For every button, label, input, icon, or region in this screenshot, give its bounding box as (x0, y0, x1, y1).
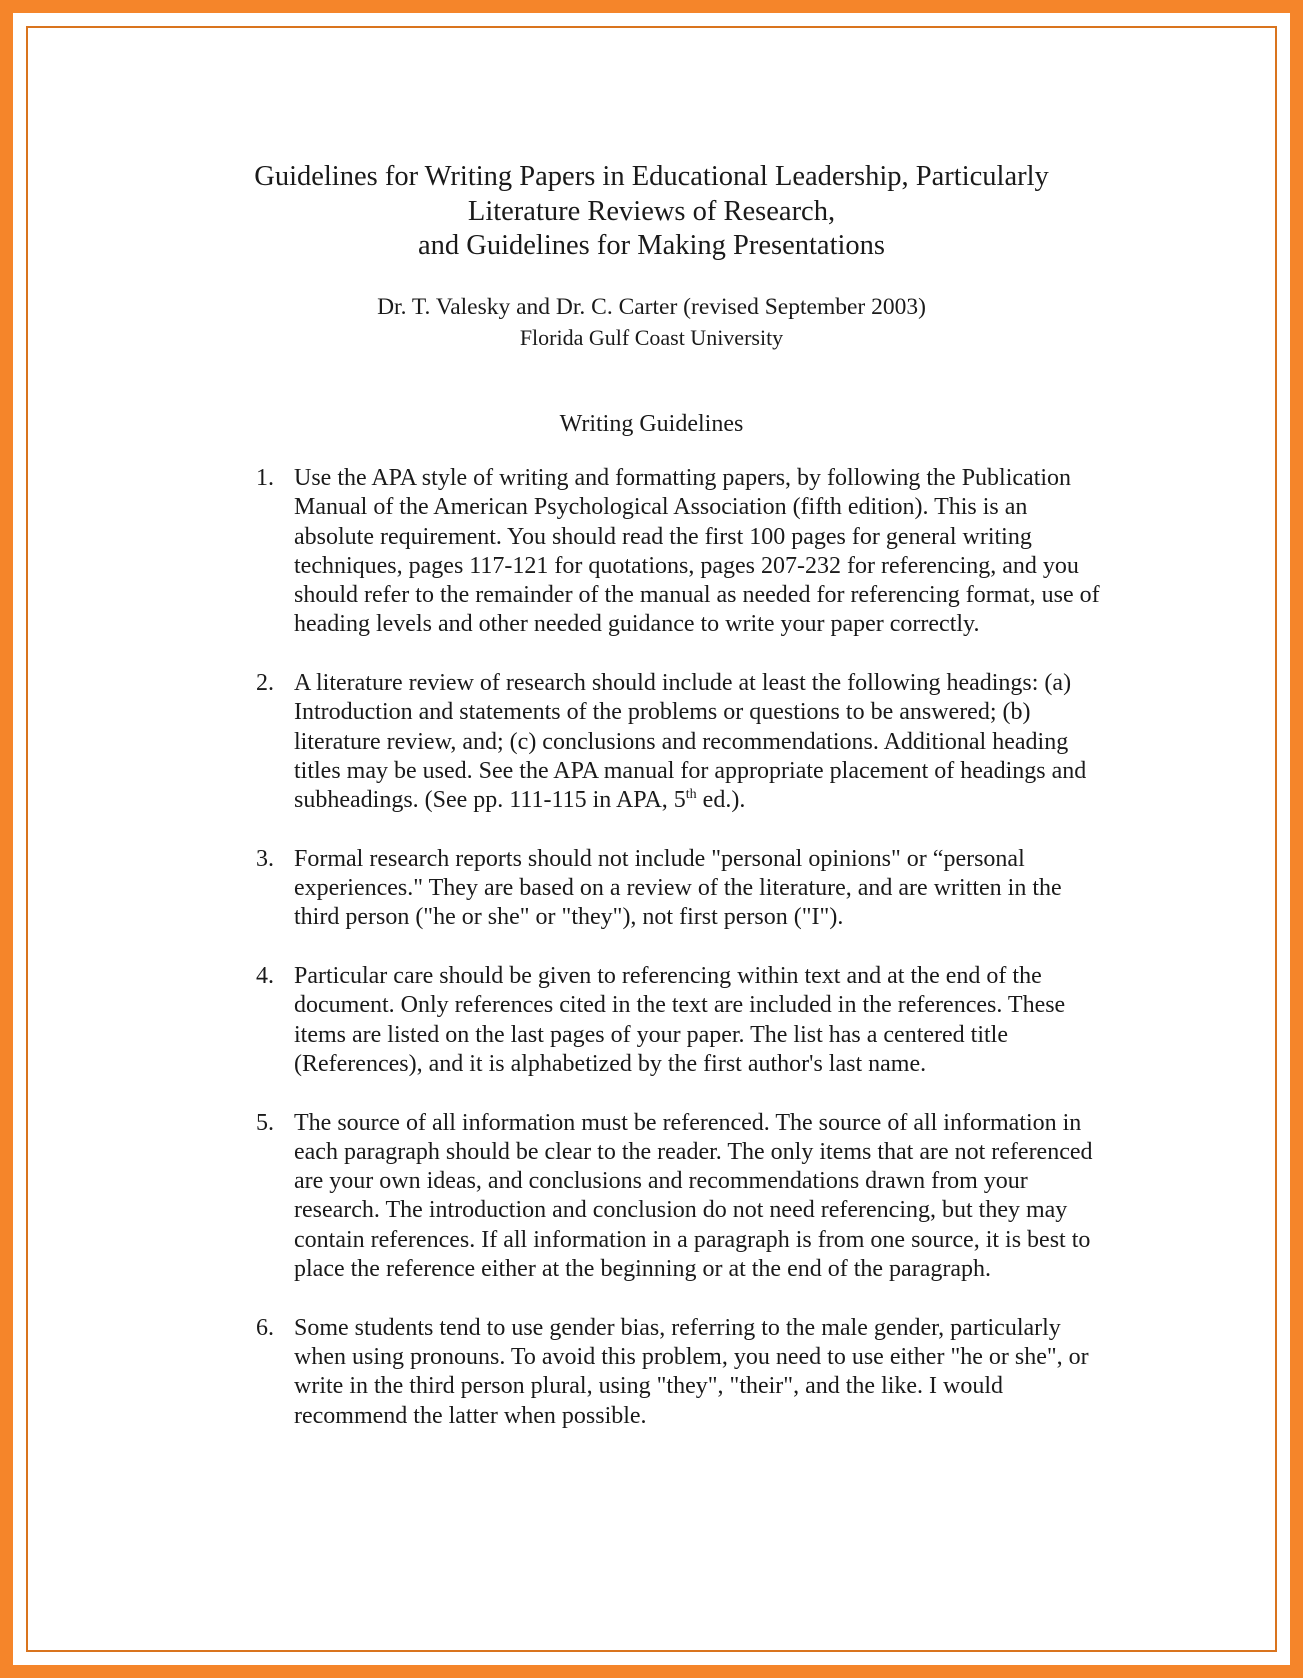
item-number: 3. (256, 845, 274, 872)
list-item (256, 845, 1106, 933)
list-item (256, 464, 1106, 640)
item-text (294, 669, 1106, 815)
item-text: Formal research reports should not include "personal opinions" or “personal experiences." They are based on a review of the literature, and are written in the third person ("he or she" or "they"), not first person ("I"). (294, 845, 1062, 931)
authors-line: Dr. T. Valesky and Dr. C. Carter (revised September 2003) (377, 294, 926, 320)
list-item (256, 962, 1106, 1079)
list-item (256, 669, 1106, 815)
item-text: The source of all information must be referenced. The source of all information in each paragraph should be clear to the reader. The only items that are not referenced are your own ideas, and conclusions and recommendations drawn from your research. The introduction and conclusion do not need referencing, but they may contain references. If all information in a paragraph is from one source, it is best to place the reference either at the beginning or at the end of the paragraph. (294, 1109, 1093, 1283)
item-text: Some students tend to use gender bias, referring to the male gender, particularly when using pronouns. To avoid this problem, you need to use either "he or she", or write in the third person plural, using "they", "their", and the like. I would recommend the latter when possible. (294, 1314, 1089, 1429)
document-title (0, 160, 1303, 264)
item-number: 4. (256, 963, 274, 990)
item-text: Use the APA style of writing and formatting papers, by following the Publication Manual of the American Psychological Association (fifth edition). This is an absolute requirement. You should read the first 100 pages for general writing techniques, pages 117-121 for quotations, pages 207-232 for referencing, and you should refer to the remainder of the manual as needed for referencing format, use of heading levels and other needed guidance to write your paper correctly. (294, 465, 1100, 638)
item-number: 2. (256, 670, 274, 697)
section-heading: Writing Guidelines (559, 411, 744, 437)
title-line-3: and Guidelines for Making Presentations (418, 230, 885, 261)
list-item (256, 1109, 1106, 1285)
title-line-1: Guidelines for Writing Papers in Educational Leadership, Particularly (254, 161, 1049, 192)
guidelines-list (256, 464, 1106, 1460)
list-item (256, 1314, 1106, 1431)
item-number: 5. (256, 1109, 274, 1136)
item-text-tail: ed.). (696, 787, 746, 814)
superscript-th: th (685, 787, 697, 803)
university-line: Florida Gulf Coast University (519, 325, 784, 350)
item-number: 6. (256, 1314, 274, 1341)
item-number: 1. (256, 465, 274, 491)
item-text: Particular care should be given to referencing within text and at the end of the document. Only references cited in the text are included in the references. These items are listed on the last pages of your paper. The list has a centered title (References), and it is alphabetized by the first author's last name. (294, 963, 1066, 1077)
title-line-2: Literature Reviews of Research, (467, 195, 836, 227)
item-text-main: A literature review of research should include at least the following headings: (a) Introduction and statements of the problems or questions to be answered; (b) literature review, and; (c) conclusions and recommendations. Additional heading titles may be used. See the APA manual for appropriate placement of headings and subheadings. (See pp. 111-115 in APA, 5 (294, 670, 1087, 814)
